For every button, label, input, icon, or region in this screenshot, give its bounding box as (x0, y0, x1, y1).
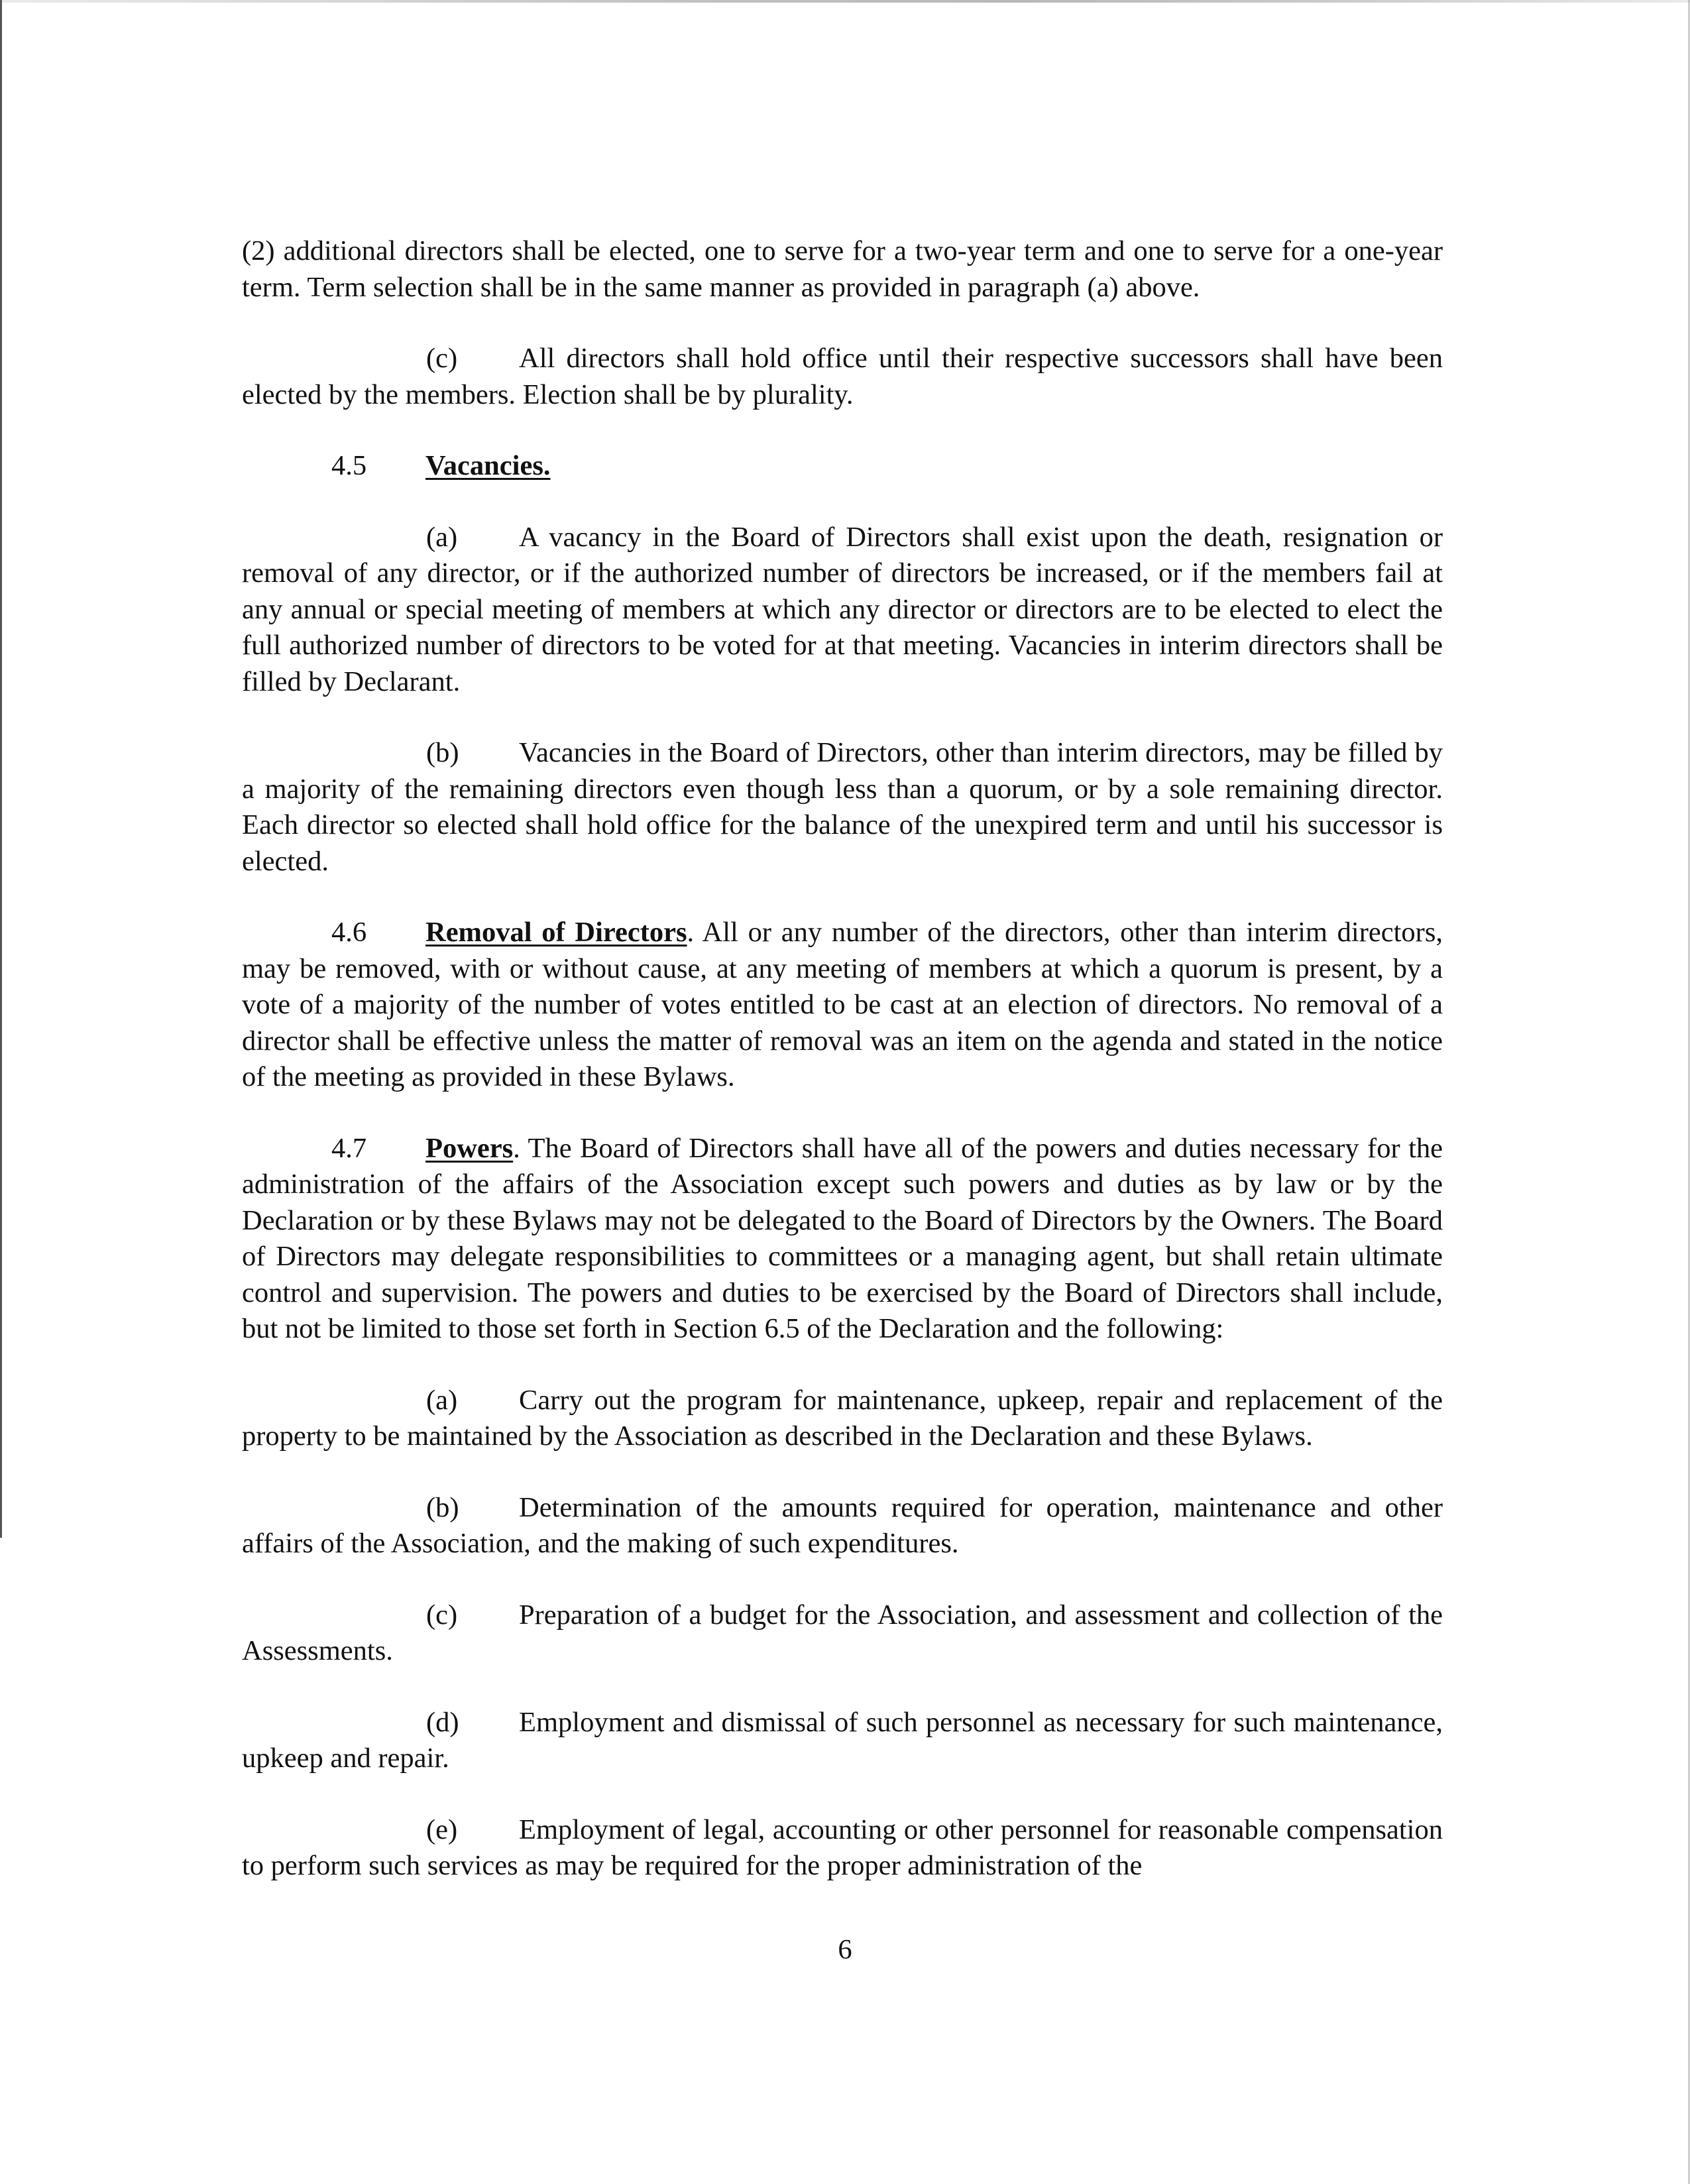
section-heading: Removal of Directors (425, 917, 687, 948)
section-heading: Vacancies. (425, 450, 551, 481)
paragraph-label: (a) (426, 521, 458, 553)
section-number: 4.5 (331, 450, 367, 481)
paragraph-4-7-c (242, 1597, 1443, 1670)
section-4-6 (242, 915, 1443, 1096)
paragraph-text: Determination of the amounts required for operation, maintenance and other affairs of the Association, and the making of such expenditures. (242, 1491, 1443, 1559)
paragraph-label: (d) (426, 1706, 459, 1738)
paragraph-4-7-a (242, 1383, 1443, 1455)
paragraph-4-4-continued (242, 233, 1443, 306)
paragraph-label: (b) (426, 737, 459, 768)
paragraph-4-5-b (242, 735, 1443, 880)
section-4-7 (242, 1131, 1443, 1348)
paragraph-label: (c) (426, 1599, 458, 1631)
section-text: . The Board of Directors shall have all of the powers and duties necessary for the administration of the affairs of the Association except such powers and duties as by law or by the Declaration or by these Bylaws may not be delegated to the Board of Directors by the Owners. The Board of Directors may delegate responsibilities to committees or a managing agent, but shall retain ultimate control and supervision. The powers and duties to be exercised by the Board of Directors shall include, but not be limited to those set forth in Section 6.5 of the Declaration and the following: (242, 1132, 1443, 1344)
section-text: . All or any number of the directors, other than interim directors, may be removed, with or without cause, at any meeting of members at which a quorum is present, by a vote of a majority of the number of votes entitled to be cast at an election of directors. No removal of a director shall be effective unless the matter of removal was an item on the agenda and stated in the notice of the meeting as provided in these Bylaws. (242, 917, 1443, 1092)
section-heading: Powers (425, 1132, 514, 1164)
paragraph-text: Carry out the program for maintenance, upkeep, repair and replacement of the property to be maintained by the Association as described in the Declaration and these Bylaws. (242, 1384, 1443, 1452)
paragraph-4-4-c (242, 341, 1443, 413)
paragraph-text: Preparation of a budget for the Association, and assessment and collection of the Assessments. (242, 1599, 1443, 1666)
paragraph-label: (e) (426, 1813, 458, 1845)
scan-edge-left (0, 0, 2, 1538)
paragraph-label: (a) (426, 1384, 458, 1416)
paragraph-4-7-e (242, 1812, 1443, 1884)
paragraph-text: Employment of legal, accounting or other personnel for reasonable compensation to perform such services as may be required for the proper administration of the (242, 1813, 1443, 1881)
paragraph-label: (b) (426, 1491, 459, 1523)
paragraph-text: (2) additional directors shall be elected, one to serve for a two-year term and one to serve for a one-year term. Term selection shall be in the same manner as provided in paragraph (a) above. (242, 235, 1443, 303)
paragraph-4-5-a (242, 520, 1443, 701)
document-page (242, 233, 1443, 1884)
paragraph-text: Vacancies in the Board of Directors, other than interim directors, may be filled by a majority of the remaining directors even though less than a quorum, or by a sole remaining director. Each director so elected shall hold office for the balance of the unexpired term and until his successor is elected. (242, 737, 1443, 877)
page-number: 6 (838, 1934, 852, 1965)
paragraph-4-7-b (242, 1490, 1443, 1562)
section-4-5-heading (242, 448, 1443, 485)
paragraph-4-7-d (242, 1705, 1443, 1777)
scan-edge-top (0, 0, 1690, 3)
paragraph-text: Employment and dismissal of such personnel as necessary for such maintenance, upkeep and repair. (242, 1706, 1443, 1774)
section-number: 4.6 (331, 917, 367, 948)
paragraph-text: A vacancy in the Board of Directors shall exist upon the death, resignation or removal of any director, or if the authorized number of directors be increased, or if the members fail at any annual or special meeting of members at which any director or directors are to be elected to elect the full authorized number of directors to be voted for at that meeting. Vacancies in interim directors shall be filled by Declarant. (242, 521, 1443, 697)
section-number: 4.7 (331, 1132, 367, 1164)
paragraph-text: All directors shall hold office until their respective successors shall have been elected by the members. Election shall be by plurality. (242, 343, 1443, 410)
paragraph-label: (c) (426, 343, 458, 374)
